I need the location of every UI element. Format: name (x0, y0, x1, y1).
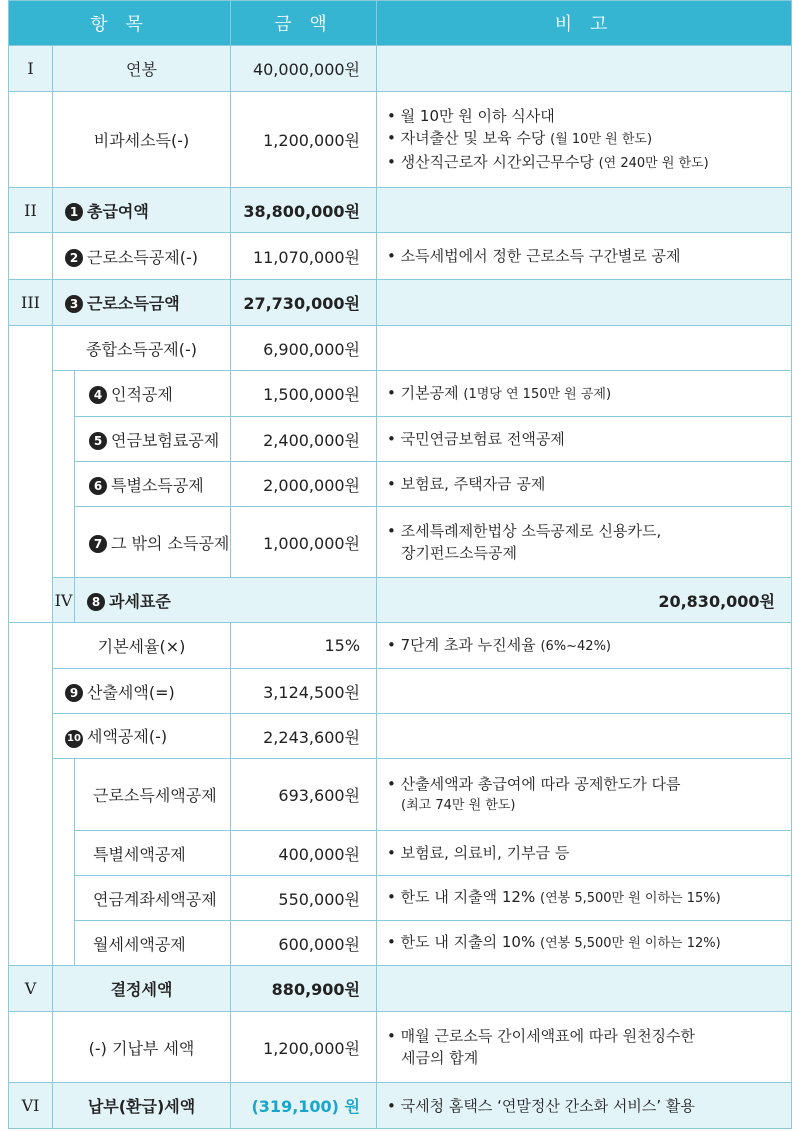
item-label: 1 총급여액 (53, 188, 231, 233)
amount-value: 880,900원 (231, 966, 377, 1012)
item-label: 연금계좌세액공제 (75, 876, 231, 921)
item-label: 10 세액공제(-) (53, 714, 231, 759)
amount-value: 3,124,500원 (231, 669, 377, 714)
circled-number-icon: 10 (65, 730, 83, 748)
amount-value: 15% (231, 623, 377, 669)
item-label: (-) 기납부 세액 (53, 1012, 231, 1083)
note-line: • 월 10만 원 이하 식사대 (387, 105, 791, 127)
amount-value: 1,500,000원 (231, 371, 377, 417)
note-cell: • 소득세법에서 정한 근로소득 구간별로 공제 (377, 233, 792, 280)
note-cell: • 매월 근로소득 간이세액표에 따라 원천징수한 세금의 합계 (377, 1012, 792, 1083)
indent-bar (53, 759, 75, 966)
note-cell: • 한도 내 지출액 12% (연봉 5,500만 원 이하는 15%) (377, 876, 792, 921)
refund-amount-value: (319,100) 원 (231, 1083, 377, 1129)
item-label: 비과세소득(-) (53, 92, 231, 188)
table-row (9, 759, 792, 831)
table-row (9, 623, 792, 669)
item-label: 결정세액 (53, 966, 231, 1012)
amount-value: 11,070,000원 (231, 233, 377, 280)
amount-value: 1,200,000원 (231, 1012, 377, 1083)
note-cell (377, 92, 792, 188)
table-row (9, 417, 792, 462)
item-label: 9 산출세액(=) (53, 669, 231, 714)
table-row (9, 714, 792, 759)
table-row (9, 669, 792, 714)
indent-bar (53, 371, 75, 578)
table-row (9, 280, 792, 326)
item-label: 근로소득세액공제 (75, 759, 231, 831)
item-label: 3 근로소득금액 (53, 280, 231, 326)
roman-blank (9, 623, 53, 966)
item-label: 특별세액공제 (75, 831, 231, 876)
header-amount: 금 액 (231, 1, 377, 46)
item-label: 4 인적공제 (75, 371, 231, 417)
header-note: 비 고 (377, 1, 792, 46)
note-line: • 자녀출산 및 보육 수당 (월 10만 원 한도) (387, 127, 791, 151)
circled-number-icon: 2 (65, 249, 83, 267)
note-cell: • 국세청 홈택스 ‘연말정산 간소화 서비스’ 활용 (377, 1083, 792, 1129)
circled-number-icon: 6 (89, 477, 107, 495)
roman-numeral: I (9, 46, 53, 92)
roman-numeral: V (9, 966, 53, 1012)
amount-value: 693,600원 (231, 759, 377, 831)
note-cell (377, 966, 792, 1012)
table-row (9, 876, 792, 921)
note-cell: • 국민연금보험료 전액공제 (377, 417, 792, 462)
amount-value: 400,000원 (231, 831, 377, 876)
amount-value: 40,000,000원 (231, 46, 377, 92)
item-label: 연봉 (53, 46, 231, 92)
table-row (9, 921, 792, 966)
table-row (9, 371, 792, 417)
table-row (9, 233, 792, 280)
item-label: 2 근로소득공제(-) (53, 233, 231, 280)
table-row (9, 1012, 792, 1083)
note-cell: • 산출세액과 총급여에 따라 공제한도가 다름 (최고 74만 원 한도) (377, 759, 792, 831)
note-cell: • 보험료, 의료비, 기부금 등 (377, 831, 792, 876)
roman-blank (9, 326, 53, 623)
amount-value: 2,400,000원 (231, 417, 377, 462)
note-cell: • 기본공제 (1명당 연 150만 원 공제) (377, 371, 792, 417)
note-cell (377, 46, 792, 92)
item-label: 월세세액공제 (75, 921, 231, 966)
circled-number-icon: 1 (65, 203, 83, 221)
table-row (9, 46, 792, 92)
amount-value: 600,000원 (231, 921, 377, 966)
table-row (9, 1083, 792, 1129)
roman-numeral: IV (53, 578, 75, 623)
amount-value: 1,000,000원 (231, 507, 377, 578)
table-row (9, 507, 792, 578)
note-cell: • 한도 내 지출의 10% (연봉 5,500만 원 이하는 12%) (377, 921, 792, 966)
amount-value: 6,900,000원 (231, 326, 377, 371)
circled-number-icon: 3 (65, 295, 83, 313)
note-cell (377, 714, 792, 759)
circled-number-icon: 9 (65, 684, 83, 702)
header-item: 항 목 (9, 1, 231, 46)
note-cell: • 조세특례제한법상 소득공제로 신용카드, 장기펀드소득공제 (377, 507, 792, 578)
circled-number-icon: 4 (89, 386, 107, 404)
roman-numeral: II (9, 188, 53, 233)
table-row (9, 462, 792, 507)
note-cell (377, 280, 792, 326)
note-cell (377, 188, 792, 233)
roman-numeral: III (9, 280, 53, 326)
amount-value: 1,200,000원 (231, 92, 377, 188)
table-row (9, 578, 792, 623)
item-label: 기본세율(×) (53, 623, 231, 669)
circled-number-icon: 7 (89, 535, 107, 553)
note-cell (377, 669, 792, 714)
item-label: 7 그 밖의 소득공제 (75, 507, 231, 578)
table-row (9, 326, 792, 371)
item-label: 종합소득공제(-) (53, 326, 231, 371)
amount-value: 27,730,000원 (231, 280, 377, 326)
amount-value: 2,000,000원 (231, 462, 377, 507)
item-label: 8 과세표준 (75, 578, 377, 623)
table-row (9, 966, 792, 1012)
tax-settlement-table (8, 0, 792, 1129)
circled-number-icon: 8 (87, 593, 105, 611)
note-cell: • 7단계 초과 누진세율 (6%~42%) (377, 623, 792, 669)
roman-blank (9, 1012, 53, 1083)
roman-blank (9, 92, 53, 188)
amount-value: 20,830,000원 (377, 578, 792, 623)
note-cell: • 보험료, 주택자금 공제 (377, 462, 792, 507)
amount-value: 2,243,600원 (231, 714, 377, 759)
amount-value: 38,800,000원 (231, 188, 377, 233)
roman-blank (9, 233, 53, 280)
amount-value: 550,000원 (231, 876, 377, 921)
item-label: 5 연금보험료공제 (75, 417, 231, 462)
note-cell (377, 326, 792, 371)
note-line: • 생산직근로자 시간외근무수당 (연 240만 원 한도) (387, 151, 791, 175)
table-row (9, 92, 792, 188)
item-label: 6 특별소득공제 (75, 462, 231, 507)
roman-numeral: VI (9, 1083, 53, 1129)
circled-number-icon: 5 (89, 432, 107, 450)
table-row (9, 831, 792, 876)
item-label: 납부(환급)세액 (53, 1083, 231, 1129)
table-header-row (9, 1, 792, 46)
table-row (9, 188, 792, 233)
